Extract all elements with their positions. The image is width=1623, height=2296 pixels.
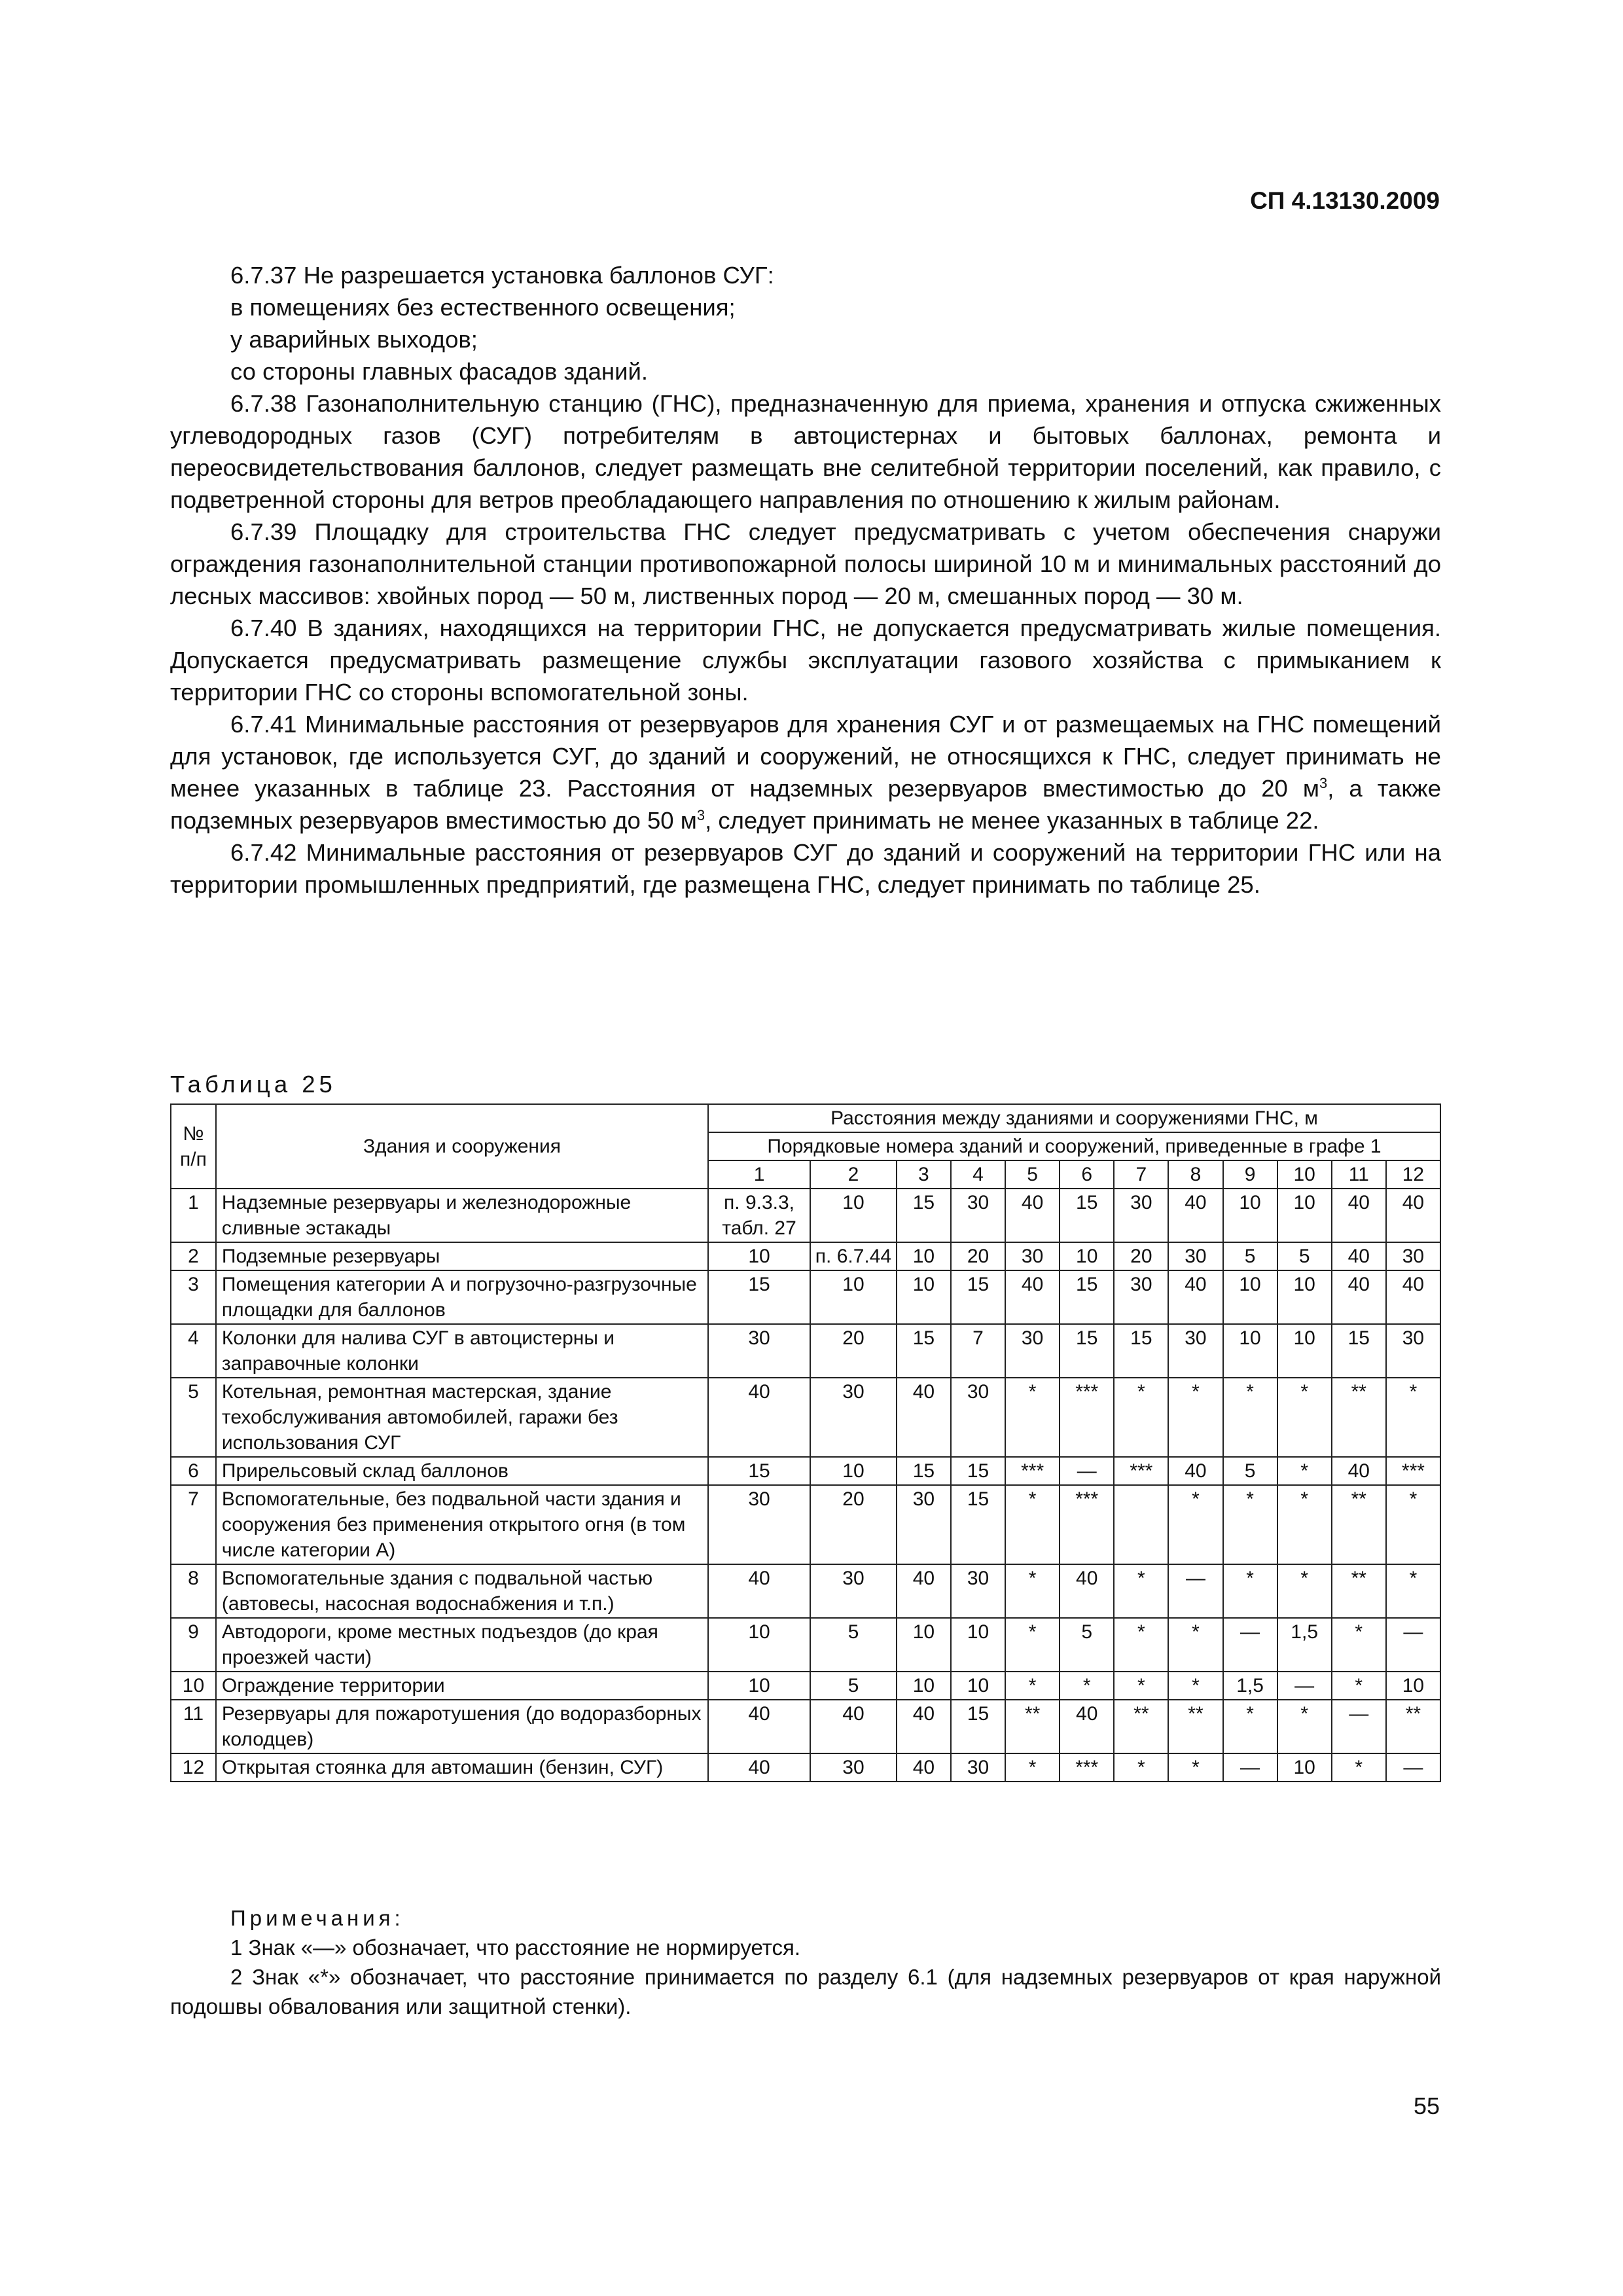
distance-cell: 30: [1114, 1189, 1168, 1242]
building-name-cell: Вспомогательные, без подвальной части здания и сооружения без применения открытого огня (в том числе категории А): [216, 1485, 708, 1564]
distance-cell: **: [1386, 1700, 1440, 1753]
distance-cell: 15: [951, 1457, 1005, 1485]
distance-cell: 20: [810, 1324, 897, 1378]
distance-cell: 10: [1223, 1270, 1277, 1324]
list-item-no-light: в помещениях без естественного освещения;: [230, 294, 736, 321]
table-row: [171, 1700, 1440, 1753]
building-name-cell: Ограждение территории: [216, 1672, 708, 1700]
distance-cell: —: [1332, 1700, 1386, 1753]
distance-cell: *: [1277, 1564, 1332, 1618]
distance-cell: 15: [1060, 1324, 1114, 1378]
distance-cell: 30: [1005, 1242, 1060, 1270]
distance-cell: 30: [951, 1378, 1005, 1457]
paragraph-6-7-41-part-b: , а также подземных резервуаров вместимостью до 50 м: [170, 775, 1442, 834]
distance-cell: *: [1114, 1378, 1168, 1457]
distance-cell: —: [1277, 1672, 1332, 1700]
distance-cell: 30: [810, 1564, 897, 1618]
distance-cell: 40: [1168, 1270, 1222, 1324]
distance-cell: —: [1386, 1618, 1440, 1672]
header-column-number: 11: [1332, 1160, 1386, 1189]
distance-cell: 30: [1386, 1242, 1440, 1270]
header-column-number: 5: [1005, 1160, 1060, 1189]
distance-cell: 20: [951, 1242, 1005, 1270]
row-number-cell: 4: [171, 1324, 216, 1378]
table-row: [171, 1457, 1440, 1485]
distance-cell: 1,5: [1277, 1618, 1332, 1672]
row-number-cell: 1: [171, 1189, 216, 1242]
header-ordinal-numbers: Порядковые номера зданий и сооружений, приведенные в графе 1: [708, 1132, 1440, 1160]
distance-cell: —: [1168, 1564, 1222, 1618]
distance-cell: 40: [1060, 1700, 1114, 1753]
paragraph-6-7-37: 6.7.37 Не разрешается установка баллонов СУГ:: [230, 262, 774, 289]
row-number-cell: 7: [171, 1485, 216, 1564]
distance-cell: *: [1277, 1700, 1332, 1753]
distance-cell: 10: [810, 1457, 897, 1485]
table-caption: Таблица 25: [170, 1071, 336, 1098]
distance-cell: *: [1223, 1378, 1277, 1457]
distance-cell: 40: [1332, 1189, 1386, 1242]
distance-cell: 7: [951, 1324, 1005, 1378]
paragraph-6-7-39: 6.7.39 Площадку для строительства ГНС следует предусматривать с учетом обеспечения снаружи ограждения газонаполнительной станции противопожарной полосы шириной 10 м и минимальных расстояний до лесных массивов: хвойных пород — 50 м, лиственных пород — 20 м, смешанных пород — 30 м.: [170, 518, 1441, 609]
distance-cell: 40: [708, 1753, 810, 1782]
paragraph-6-7-42: 6.7.42 Минимальные расстояния от резервуаров СУГ до зданий и сооружений на территории ГНС или на территории промышленных предприятий, где размещена ГНС, следует принимать по таблице 25.: [170, 839, 1441, 898]
distance-cell: ***: [1005, 1457, 1060, 1485]
distance-cell: 5: [810, 1672, 897, 1700]
distance-cell: 40: [708, 1564, 810, 1618]
distance-cell: 10: [708, 1242, 810, 1270]
distance-cell: 5: [1223, 1242, 1277, 1270]
table-row: [171, 1672, 1440, 1700]
distance-cell: *: [1223, 1564, 1277, 1618]
distance-cell: 30: [1168, 1324, 1222, 1378]
row-number-cell: 2: [171, 1242, 216, 1270]
distance-cell: 40: [897, 1700, 951, 1753]
distance-cell: 40: [810, 1700, 897, 1753]
superscript-cubed: 3: [1319, 774, 1328, 791]
distance-cell: 5: [1223, 1457, 1277, 1485]
row-number-cell: 8: [171, 1564, 216, 1618]
distance-cell: ***: [1060, 1378, 1114, 1457]
distance-cell: 10: [897, 1270, 951, 1324]
header-column-number: 1: [708, 1160, 810, 1189]
distance-cell: ***: [1060, 1485, 1114, 1564]
header-column-number: 7: [1114, 1160, 1168, 1189]
distance-cell: 30: [951, 1189, 1005, 1242]
row-number-cell: 10: [171, 1672, 216, 1700]
row-number-cell: 5: [171, 1378, 216, 1457]
distance-cell: 5: [810, 1618, 897, 1672]
notes-title: Примечания:: [230, 1906, 404, 1930]
distance-cell: 10: [708, 1672, 810, 1700]
building-name-cell: Котельная, ремонтная мастерская, здание техобслуживания автомобилей, гаражи без использования СУГ: [216, 1378, 708, 1457]
distance-cell: 30: [708, 1485, 810, 1564]
building-name-cell: Подземные резервуары: [216, 1242, 708, 1270]
distance-cell: *: [1277, 1485, 1332, 1564]
distance-cell: 15: [897, 1457, 951, 1485]
note-2: 2 Знак «*» обозначает, что расстояние принимается по разделу 6.1 (для надземных резервуаров от края наружной подошвы обвалования или защитной стенки).: [170, 1965, 1441, 2018]
distance-cell: 10: [897, 1242, 951, 1270]
distance-cell: *: [1168, 1618, 1222, 1672]
distance-cell: *: [1114, 1672, 1168, 1700]
distance-cell: 5: [1060, 1618, 1114, 1672]
distance-cell: **: [1114, 1700, 1168, 1753]
table-row: [171, 1189, 1440, 1242]
distance-cell: 40: [1386, 1270, 1440, 1324]
distance-cell: 10: [708, 1618, 810, 1672]
distance-cell: 10: [1277, 1189, 1332, 1242]
document-code: СП 4.13130.2009: [1250, 187, 1440, 214]
building-name-cell: Резервуары для пожаротушения (до водоразборных колодцев): [216, 1700, 708, 1753]
header-column-number: 4: [951, 1160, 1005, 1189]
distance-cell: 30: [810, 1378, 897, 1457]
distance-cell: *: [1168, 1672, 1222, 1700]
distance-cell: 20: [1114, 1242, 1168, 1270]
distance-cell: 10: [1277, 1753, 1332, 1782]
distance-cell: *: [1386, 1378, 1440, 1457]
distance-cell: 15: [897, 1324, 951, 1378]
distance-cell: *: [1277, 1457, 1332, 1485]
distance-cell: 30: [951, 1564, 1005, 1618]
distance-cell: ***: [1114, 1457, 1168, 1485]
distance-cell: п. 6.7.44: [810, 1242, 897, 1270]
distance-cell: 40: [1168, 1457, 1222, 1485]
distance-cell: 30: [1005, 1324, 1060, 1378]
distance-cell: 30: [1114, 1270, 1168, 1324]
building-name-cell: Надземные резервуары и железнодорожные сливные эстакады: [216, 1189, 708, 1242]
distance-cell: *: [1332, 1618, 1386, 1672]
distance-cell: *: [1005, 1753, 1060, 1782]
header-column-number: 6: [1060, 1160, 1114, 1189]
body-text: [170, 259, 1441, 901]
list-item-main-facades: со стороны главных фасадов зданий.: [230, 358, 648, 385]
distance-cell: 10: [1223, 1189, 1277, 1242]
paragraph-6-7-40: 6.7.40 В зданиях, находящихся на территории ГНС, не допускается предусматривать жилые помещения. Допускается предусматривать размещение службы эксплуатации газового хозяйства с примыканием к территории ГНС со стороны вспомогательной зоны.: [170, 615, 1441, 706]
distance-cell: 15: [1332, 1324, 1386, 1378]
distance-cell: —: [1223, 1753, 1277, 1782]
note-1: 1 Знак «—» обозначает, что расстояние не нормируется.: [230, 1935, 801, 1960]
distances-table: [170, 1103, 1441, 1782]
distance-cell: 10: [897, 1672, 951, 1700]
distance-cell: 40: [1332, 1270, 1386, 1324]
paragraph-6-7-41-part-a: 6.7.41 Минимальные расстояния от резервуаров для хранения СУГ и от размещаемых на ГНС помещений для установок, где используется СУГ, до зданий и сооружений, не относящихся к ГНС, следует принимать не менее указанных в таблице 23. Расстояния от надземных резервуаров вместимостью до 20 м: [170, 711, 1441, 802]
distance-cell: 40: [897, 1378, 951, 1457]
distance-cell: *: [1005, 1485, 1060, 1564]
header-distances-group: Расстояния между зданиями и сооружениями ГНС, м: [708, 1104, 1440, 1132]
distance-cell: 5: [1277, 1242, 1332, 1270]
distance-cell: 15: [1060, 1270, 1114, 1324]
row-number-cell: 12: [171, 1753, 216, 1782]
distance-cell: 10: [1060, 1242, 1114, 1270]
header-column-number: 2: [810, 1160, 897, 1189]
table-row: [171, 1242, 1440, 1270]
distance-cell: 40: [897, 1564, 951, 1618]
distance-cell: *: [1060, 1672, 1114, 1700]
distance-cell: —: [1060, 1457, 1114, 1485]
distance-cell: 15: [951, 1700, 1005, 1753]
distance-cell: *: [1005, 1378, 1060, 1457]
distance-cell: 15: [897, 1189, 951, 1242]
distance-cell: 30: [1168, 1242, 1222, 1270]
distance-cell: 10: [810, 1189, 897, 1242]
row-number-cell: 11: [171, 1700, 216, 1753]
distance-cell: п. 9.3.3, табл. 27: [708, 1189, 810, 1242]
page-number: 55: [1413, 2092, 1440, 2119]
distance-cell: *: [1114, 1753, 1168, 1782]
distance-cell: 15: [708, 1270, 810, 1324]
distance-cell: *: [1277, 1378, 1332, 1457]
distance-cell: *: [1114, 1564, 1168, 1618]
distance-cell: —: [1386, 1753, 1440, 1782]
header-column-number: 9: [1223, 1160, 1277, 1189]
distance-cell: 40: [708, 1378, 810, 1457]
building-name-cell: Колонки для налива СУГ в автоцистерны и заправочные колонки: [216, 1324, 708, 1378]
distance-cell: 15: [708, 1457, 810, 1485]
distance-cell: 40: [1005, 1270, 1060, 1324]
distance-cell: *: [1005, 1564, 1060, 1618]
distance-cell: —: [1223, 1618, 1277, 1672]
header-column-number: 10: [1277, 1160, 1332, 1189]
distance-cell: *: [1223, 1485, 1277, 1564]
distance-cell: 30: [951, 1753, 1005, 1782]
distance-cell: *: [1223, 1700, 1277, 1753]
building-name-cell: Вспомогательные здания с подвальной частью (автовесы, насосная водоснабжения и т.п.): [216, 1564, 708, 1618]
superscript-cubed: 3: [696, 806, 705, 823]
distance-cell: 40: [1386, 1189, 1440, 1242]
header-column-number: 8: [1168, 1160, 1222, 1189]
header-column-number: 12: [1386, 1160, 1440, 1189]
distance-cell: *: [1168, 1485, 1222, 1564]
table-body: [171, 1189, 1440, 1782]
distance-cell: 40: [1332, 1457, 1386, 1485]
distance-cell: 10: [1386, 1672, 1440, 1700]
distance-cell: 40: [708, 1700, 810, 1753]
table-row: [171, 1564, 1440, 1618]
distance-cell: **: [1332, 1564, 1386, 1618]
distance-cell: 10: [810, 1270, 897, 1324]
row-number-cell: 9: [171, 1618, 216, 1672]
distance-cell: 1,5: [1223, 1672, 1277, 1700]
distance-cell: ***: [1060, 1753, 1114, 1782]
distance-cell: **: [1168, 1700, 1222, 1753]
distance-cell: 20: [810, 1485, 897, 1564]
distance-cell: 40: [1332, 1242, 1386, 1270]
distance-cell: *: [1168, 1753, 1222, 1782]
distance-cell: 40: [1060, 1564, 1114, 1618]
distance-cell: **: [1332, 1485, 1386, 1564]
distance-cell: 40: [897, 1753, 951, 1782]
list-item-emergency-exits: у аварийных выходов;: [230, 326, 478, 353]
distance-cell: *: [1168, 1378, 1222, 1457]
distance-cell: 10: [1277, 1270, 1332, 1324]
distance-cell: 10: [951, 1618, 1005, 1672]
header-row-number: № п/п: [171, 1104, 216, 1189]
distance-cell: ***: [1386, 1457, 1440, 1485]
paragraph-6-7-41: [170, 708, 1441, 836]
table-row: [171, 1753, 1440, 1782]
building-name-cell: Открытая стоянка для автомашин (бензин, СУГ): [216, 1753, 708, 1782]
distance-cell: [1114, 1485, 1168, 1564]
distance-cell: *: [1332, 1753, 1386, 1782]
distance-cell: 15: [951, 1485, 1005, 1564]
distance-cell: 30: [708, 1324, 810, 1378]
distance-cell: *: [1332, 1672, 1386, 1700]
row-number-cell: 6: [171, 1457, 216, 1485]
distance-cell: 40: [1005, 1189, 1060, 1242]
distance-cell: *: [1386, 1564, 1440, 1618]
building-name-cell: Прирельсовый склад баллонов: [216, 1457, 708, 1485]
distance-cell: 10: [951, 1672, 1005, 1700]
notes-section: [170, 1903, 1441, 2021]
table-row: [171, 1485, 1440, 1564]
distance-cell: 40: [1168, 1189, 1222, 1242]
distance-cell: 10: [897, 1618, 951, 1672]
header-building-name: Здания и сооружения: [216, 1104, 708, 1189]
table-row: [171, 1618, 1440, 1672]
table-row: [171, 1324, 1440, 1378]
distance-cell: **: [1005, 1700, 1060, 1753]
distance-cell: **: [1332, 1378, 1386, 1457]
distance-cell: 10: [1277, 1324, 1332, 1378]
distance-cell: *: [1005, 1672, 1060, 1700]
distance-cell: 15: [1114, 1324, 1168, 1378]
paragraph-6-7-41-part-c: , следует принимать не менее указанных в таблице 22.: [705, 807, 1319, 834]
distance-cell: 15: [1060, 1189, 1114, 1242]
table-row: [171, 1378, 1440, 1457]
header-column-number: 3: [897, 1160, 951, 1189]
row-number-cell: 3: [171, 1270, 216, 1324]
distance-cell: *: [1386, 1485, 1440, 1564]
distance-cell: 30: [1386, 1324, 1440, 1378]
distance-cell: *: [1005, 1618, 1060, 1672]
table-row: [171, 1270, 1440, 1324]
building-name-cell: Помещения категории А и погрузочно-разгрузочные площадки для баллонов: [216, 1270, 708, 1324]
distance-cell: 30: [897, 1485, 951, 1564]
distance-cell: 10: [1223, 1324, 1277, 1378]
distance-cell: *: [1114, 1618, 1168, 1672]
distance-cell: 15: [951, 1270, 1005, 1324]
building-name-cell: Автодороги, кроме местных подъездов (до края проезжей части): [216, 1618, 708, 1672]
paragraph-6-7-38: 6.7.38 Газонаполнительную станцию (ГНС), предназначенную для приема, хранения и отпуска сжиженных углеводородных газов (СУГ) потребителям в автоцистернах и бытовых баллонах, ремонта и переосвидетельствования баллонов, следует размещать вне селитебной территории поселений, как правило, с подветренной стороны для ветров преобладающего направления по отношению к жилым районам.: [170, 390, 1441, 513]
distance-cell: 30: [810, 1753, 897, 1782]
